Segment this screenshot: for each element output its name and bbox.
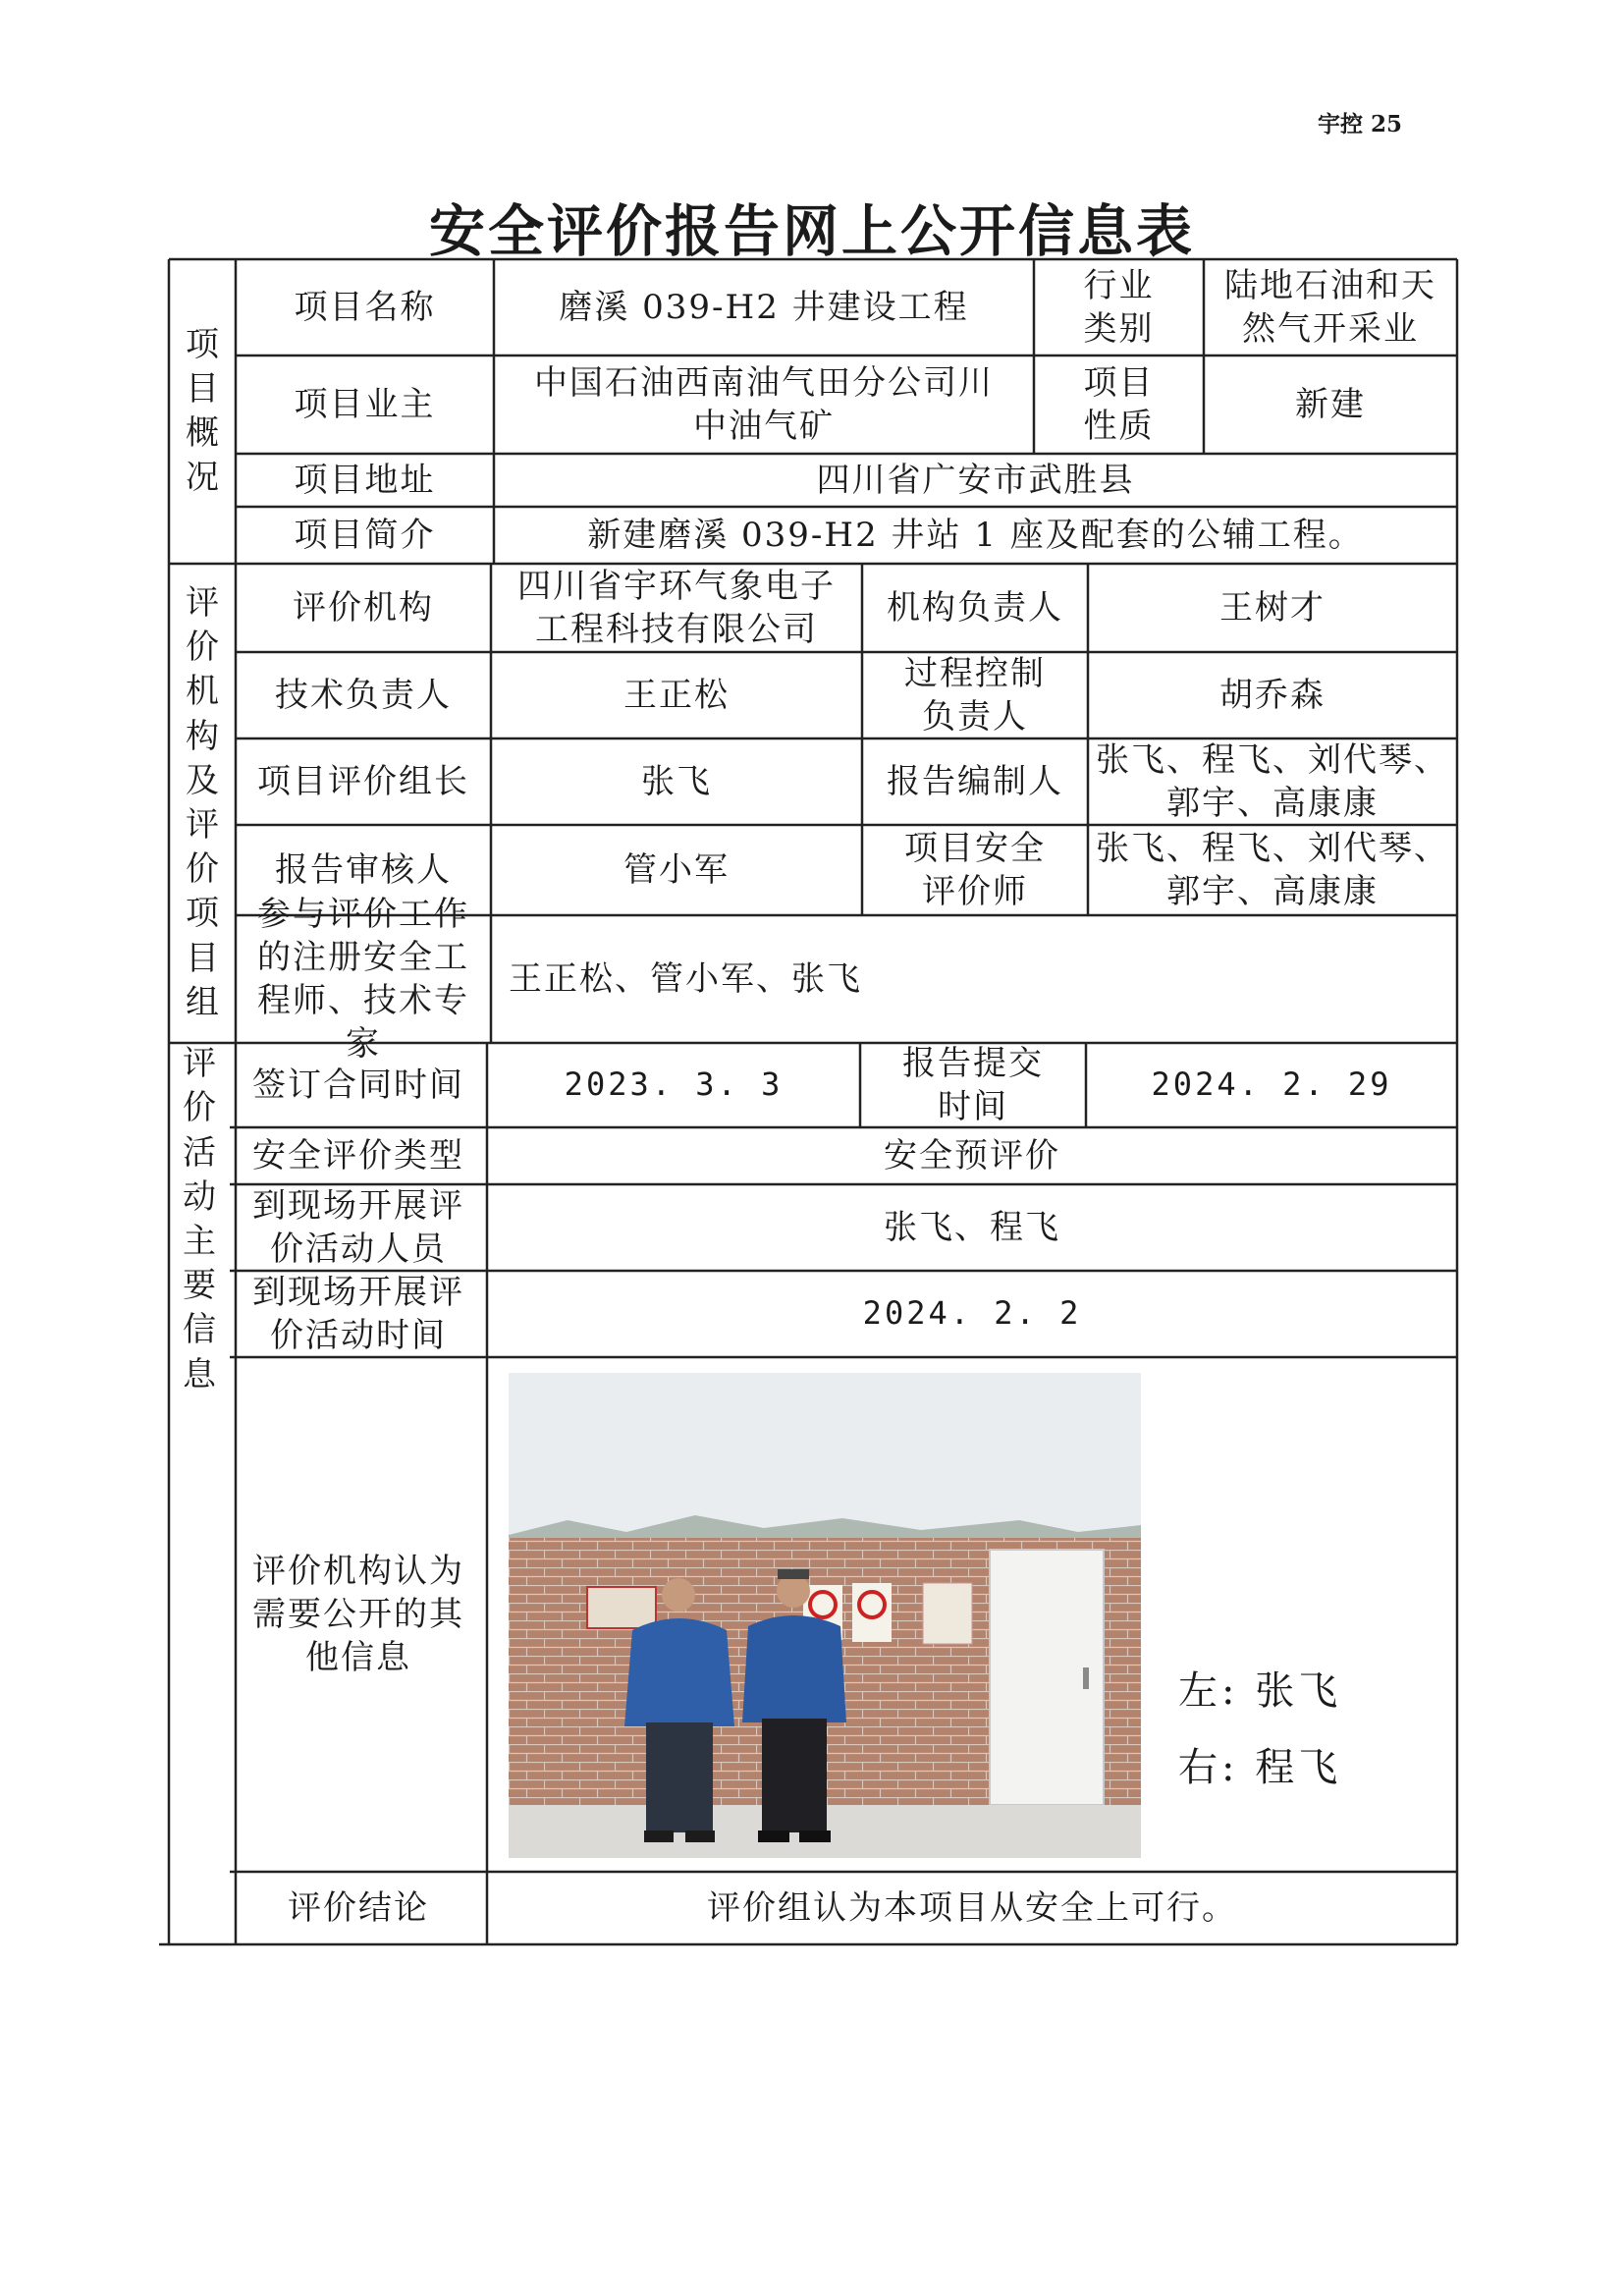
team-leader-value: 张飞	[641, 761, 712, 801]
agency-head-label: 机构负责人	[887, 587, 1063, 628]
submit-date-value: 2024. 2. 29	[1151, 1066, 1392, 1104]
submit-date-label: 报告提交时间	[902, 1043, 1044, 1126]
assessment-type-value: 安全预评价	[884, 1135, 1060, 1175]
project-name-value: 磨溪 039-H2 井建设工程	[559, 287, 969, 327]
section-activity-label: 评价活动主要信息	[183, 1044, 216, 1394]
safety-assessor-value: 张飞、程飞、刘代琴、郭宇、高康康	[1096, 828, 1449, 911]
report-writer-label: 报告编制人	[887, 761, 1063, 801]
agency-head-value: 王树才	[1219, 587, 1326, 628]
process-control-value: 胡乔森	[1219, 675, 1326, 715]
intro-value: 新建磨溪 039-H2 井站 1 座及配套的公辅工程。	[587, 515, 1364, 555]
caption-right: 右: 程飞	[1178, 1745, 1342, 1790]
safety-assessor-label: 项目安全评价师	[904, 828, 1046, 911]
conclusion-value: 评价组认为本项目从安全上可行。	[707, 1887, 1237, 1928]
agency-label: 评价机构	[293, 587, 434, 628]
tech-lead-label: 技术负责人	[275, 675, 452, 715]
industry-label: 行业类别	[1083, 265, 1155, 349]
agency-value: 四川省宇环气象电子工程科技有限公司	[517, 566, 836, 649]
project-owner-value: 中国石油西南油气田分公司川中油气矿	[534, 362, 994, 446]
section-overview-label: 项目概况	[186, 324, 219, 498]
contract-date-label: 签订合同时间	[252, 1065, 464, 1105]
address-value: 四川省广安市武胜县	[816, 460, 1135, 500]
site-date-label: 到现场开展评价活动时间	[252, 1272, 464, 1355]
site-date-value: 2024. 2. 2	[862, 1294, 1082, 1333]
site-photo	[509, 1373, 1141, 1858]
reviewer-value: 管小军	[623, 849, 730, 890]
caption-left: 左: 张飞	[1178, 1668, 1342, 1714]
section-agency-label: 评价机构及评价项目组	[186, 582, 219, 1022]
process-control-label: 过程控制负责人	[904, 653, 1046, 737]
site-staff-value: 张飞、程飞	[884, 1207, 1060, 1247]
assessment-type-label: 安全评价类型	[252, 1135, 464, 1175]
address-label: 项目地址	[294, 460, 436, 500]
nature-value: 新建	[1295, 384, 1366, 424]
project-owner-label: 项目业主	[294, 384, 436, 424]
experts-value: 王正松、管小军、张飞	[509, 958, 862, 999]
other-info-label: 评价机构认为需要公开的其他信息	[252, 1551, 464, 1678]
site-staff-label: 到现场开展评价活动人员	[252, 1185, 464, 1269]
intro-label: 项目简介	[294, 515, 436, 555]
project-name-label: 项目名称	[294, 287, 436, 327]
site-photo-image	[509, 1373, 1141, 1858]
tech-lead-value: 王正松	[623, 675, 730, 715]
experts-label: 参与评价工作的注册安全工程师、技术专家	[257, 894, 469, 1065]
report-writer-value: 张飞、程飞、刘代琴、郭宇、高康康	[1096, 739, 1449, 823]
document-id: 宇控 25	[1318, 111, 1403, 137]
conclusion-label: 评价结论	[288, 1887, 429, 1928]
nature-label: 项目性质	[1083, 362, 1155, 446]
industry-value: 陆地石油和天然气开采业	[1224, 265, 1436, 349]
team-leader-label: 项目评价组长	[257, 761, 469, 801]
contract-date-value: 2023. 3. 3	[564, 1066, 784, 1104]
reviewer-label: 报告审核人	[275, 849, 452, 890]
page-title: 安全评价报告网上公开信息表	[429, 198, 1195, 264]
